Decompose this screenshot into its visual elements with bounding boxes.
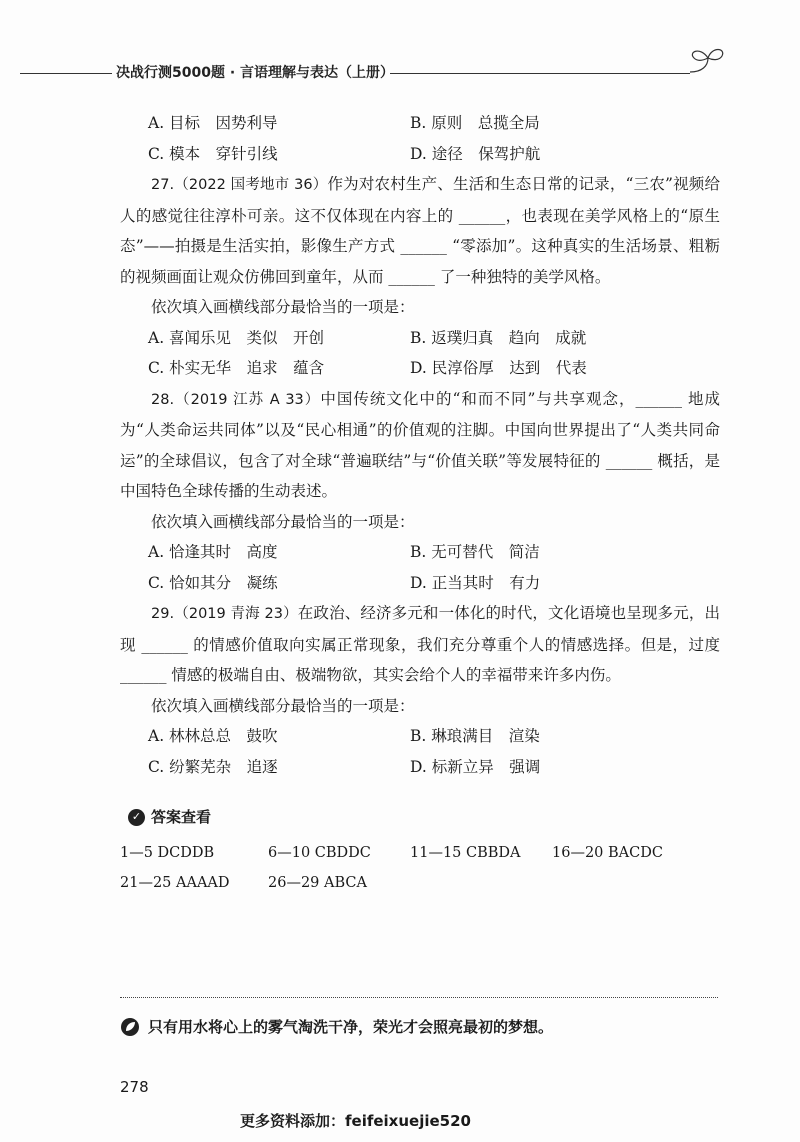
q29-prompt: 依次填入画横线部分最恰当的一项是： xyxy=(151,696,415,715)
q28-option-c: C. 恰如其分 凝练 xyxy=(148,573,278,592)
q27-option-c: C. 朴实无华 追求 蕴含 xyxy=(148,359,325,377)
answer-item: 16—20 BACDC xyxy=(552,845,663,861)
q28-option-d: D. 正当其时 有力 xyxy=(410,573,541,592)
q28-number: 28.（2019 江苏 A 33） xyxy=(151,391,321,408)
q26-options-row2 xyxy=(120,139,720,170)
answer-badge-icon: ✓ xyxy=(128,809,145,826)
answer-item: 1—5 DCDDB xyxy=(120,845,215,861)
answer-item: 21—25 AAAAD xyxy=(120,875,230,891)
answer-item: 11—15 CBBDA xyxy=(410,845,521,861)
q27-number: 27.（2022 国考地市 36） xyxy=(151,177,328,193)
q27-text: 作为对农村生产、生活和生态日常的记录，“三农”视频给人的感觉往往淳朴可亲。这不仅体现在内容上的 ______，也表现在美学风格上的“原生态”——拍摄是生活实拍，影像生产方式 ______ “零添加”。这种真实的生活场景、粗粝的视频画面让观众仿佛回到童年，从而 ______ 了一种独特的美学风格。 xyxy=(120,175,720,286)
q29-text: 在政治、经济多元和一体化的时代，文化语境也呈现多元，出现 ______ 的情感价值取向实属正常现象，我们充分尊重个人的情感选择。但是，过度 ______ 情感的极端自由、极端物欲，其实会给个人的幸福带来许多内伤。 xyxy=(120,604,720,684)
header-title: 决战行测5000题 · 言语理解与表达（上册） xyxy=(116,65,395,81)
header-rule-right xyxy=(390,73,690,74)
q26-option-c: C. 模本 穿针引线 xyxy=(148,144,278,163)
sprout-icon xyxy=(682,42,732,82)
q29-option-a: A. 林林总总 鼓吹 xyxy=(148,727,278,745)
q28-options-row2 xyxy=(120,568,720,599)
q28-prompt: 依次填入画横线部分最恰当的一项是： xyxy=(151,512,415,531)
q29-option-d: D. 标新立异 强调 xyxy=(410,757,541,776)
footer-note: 更多资料添加：feifeixuejie520 xyxy=(240,1112,471,1130)
q29-option-c: C. 纷繁芜杂 追逐 xyxy=(148,757,278,776)
answer-key xyxy=(120,838,720,898)
q27-option-b: B. 返璞归真 趋向 成就 xyxy=(410,328,587,347)
q26-options-row1 xyxy=(120,108,720,139)
q26-option-a: A. 目标 因势利导 xyxy=(148,114,278,132)
q27-stem xyxy=(120,169,720,292)
answer-item: 6—10 CBDDC xyxy=(268,845,371,861)
q29-number: 29.（2019 青海 23） xyxy=(151,606,298,622)
q29-options-row1 xyxy=(120,721,720,752)
q27-options-row1 xyxy=(120,323,720,354)
answer-item: 26—29 ABCA xyxy=(268,875,367,891)
q26-option-b: B. 原则 总揽全局 xyxy=(410,114,540,132)
answer-row-2 xyxy=(120,868,720,898)
q27-options-row2 xyxy=(120,353,720,384)
page-content xyxy=(120,108,720,898)
page-number: 278 xyxy=(120,1078,149,1096)
answers-title: 答案查看 xyxy=(151,807,212,826)
footer-divider xyxy=(120,997,718,998)
leaf-icon xyxy=(120,1017,140,1037)
q27-option-a: A. 喜闻乐见 类似 开创 xyxy=(148,328,325,347)
q27-option-d: D. 民淳俗厚 达到 代表 xyxy=(410,359,587,377)
motto-text: 只有用水将心上的雾气淘洗干净，荣光才会照亮最初的梦想。 xyxy=(148,1018,554,1036)
answers-heading xyxy=(120,804,720,830)
q26-option-d: D. 途径 保驾护航 xyxy=(410,144,541,163)
q27-prompt: 依次填入画横线部分最恰当的一项是： xyxy=(151,298,415,316)
q29-options-row2 xyxy=(120,752,720,783)
q29-option-b: B. 琳琅满目 渲染 xyxy=(410,727,540,745)
q29-stem xyxy=(120,598,720,691)
answer-row-1 xyxy=(120,838,720,868)
running-header xyxy=(20,56,720,92)
motto xyxy=(120,1016,553,1037)
q28-option-a: A. 恰逢其时 高度 xyxy=(148,543,278,561)
q28-stem xyxy=(120,384,720,507)
q28-options-row1 xyxy=(120,537,720,568)
q28-option-b: B. 无可替代 简洁 xyxy=(410,543,540,561)
q28-text: 中国传统文化中的“和而不同”与共享观念，______ 地成为“人类命运共同体”以及“民心相通”的价值观的注脚。中国向世界提出了“人类共同命运”的全球倡议，包含了对全球“普遍联结”与“价值关联”等发展特征的 ______ 概括，是中国特色全球传播的生动表述。 xyxy=(120,389,720,500)
header-rule-left xyxy=(20,73,112,74)
